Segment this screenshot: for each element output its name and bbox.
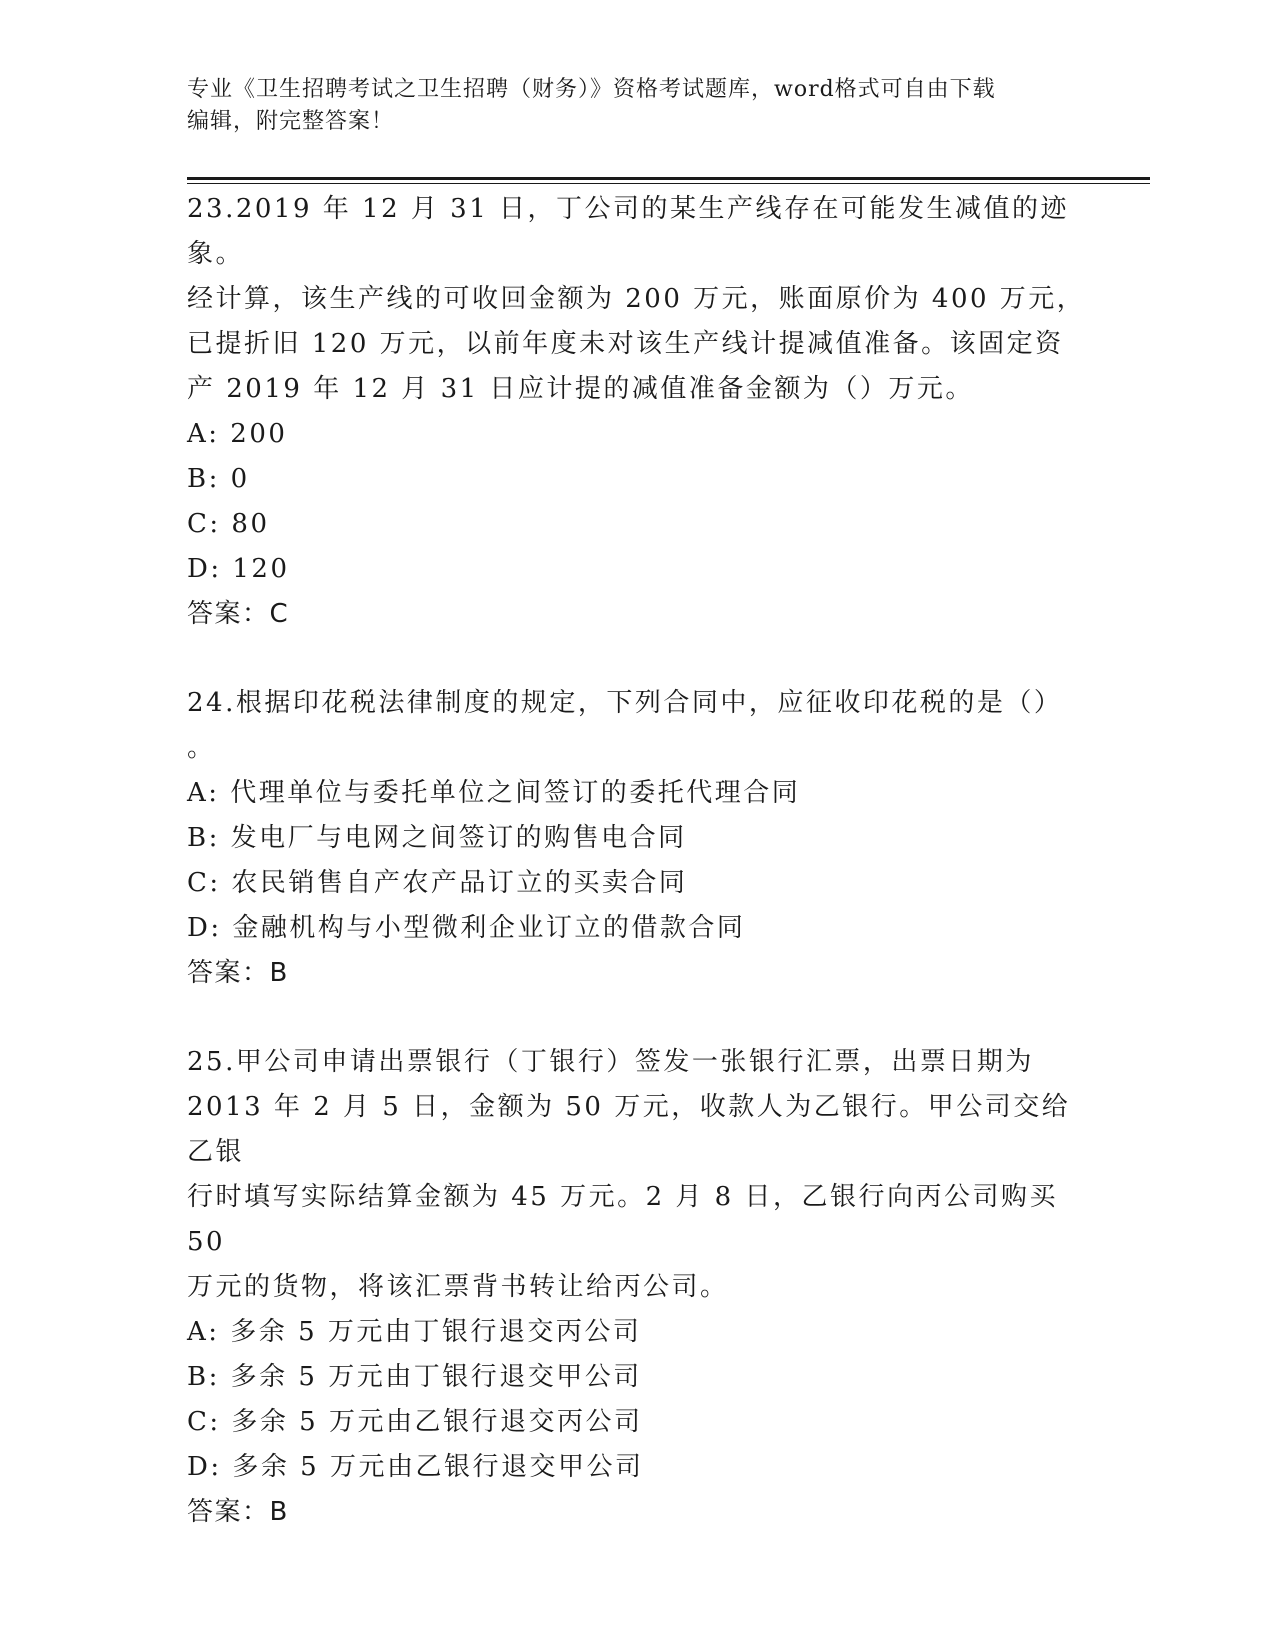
question-24-answer: 答案：B xyxy=(187,958,289,988)
question-25-option-c: C: 多余 5 万元由乙银行退交丙公司 xyxy=(187,1407,643,1437)
question-23-stem-line-4: 产 2019 年 12 月 31 日应计提的减值准备金额为（）万元。 xyxy=(187,374,974,404)
question-25 xyxy=(187,1040,1087,1535)
header-divider-thin xyxy=(187,183,1150,184)
question-25-stem-line-4: 万元的货物，将该汇票背书转让给丙公司。 xyxy=(187,1272,729,1302)
question-23-stem-line-3: 已提折旧 120 万元，以前年度未对该生产线计提减值准备。该固定资 xyxy=(187,329,1064,359)
document-header xyxy=(187,74,1067,138)
header-line-2: 编辑，附完整答案！ xyxy=(187,109,395,134)
question-24-option-a: A: 代理单位与委托单位之间签订的委托代理合同 xyxy=(187,778,801,808)
question-25-option-d: D: 多余 5 万元由乙银行退交甲公司 xyxy=(187,1452,644,1482)
question-25-stem-line-1: 25.甲公司申请出票银行（丁银行）签发一张银行汇票，出票日期为 xyxy=(187,1047,1034,1077)
question-23-option-a: A: 200 xyxy=(187,419,288,449)
question-25-option-b: B: 多余 5 万元由丁银行退交甲公司 xyxy=(187,1362,642,1392)
question-25-option-a: A: 多余 5 万元由丁银行退交丙公司 xyxy=(187,1317,642,1347)
question-23-option-c: C: 80 xyxy=(187,509,270,539)
question-24-stem-line-1: 24.根据印花税法律制度的规定，下列合同中，应征收印花税的是（） xyxy=(187,688,1063,718)
question-24-option-b: B: 发电厂与电网之间签订的购售电合同 xyxy=(187,823,687,853)
header-divider-thick xyxy=(187,177,1150,180)
question-24 xyxy=(187,681,1087,996)
question-23 xyxy=(187,187,1087,637)
question-23-answer: 答案：C xyxy=(187,599,290,629)
question-25-stem-line-2: 2013 年 2 月 5 日，金额为 50 万元，收款人为乙银行。甲公司交给乙银 xyxy=(187,1092,1071,1167)
question-23-stem-line-2: 经计算，该生产线的可收回金额为 200 万元，账面原价为 400 万元， xyxy=(187,284,1086,314)
question-24-stem-line-2: 。 xyxy=(187,733,216,763)
question-23-option-d: D: 120 xyxy=(187,554,290,584)
question-list xyxy=(187,187,1087,1579)
question-23-option-b: B: 0 xyxy=(187,464,250,494)
question-25-stem-line-3: 行时填写实际结算金额为 45 万元。2 月 8 日，乙银行向丙公司购买 50 xyxy=(187,1182,1069,1257)
question-23-stem-line-1: 23.2019 年 12 月 31 日，丁公司的某生产线存在可能发生减值的迹象。 xyxy=(187,194,1070,269)
question-24-option-c: C: 农民销售自产农产品订立的买卖合同 xyxy=(187,868,688,898)
header-line-1: 专业《卫生招聘考试之卫生招聘（财务）》资格考试题库，word格式可自由下载 xyxy=(187,77,996,102)
question-25-answer: 答案：B xyxy=(187,1497,289,1527)
question-24-option-d: D: 金融机构与小型微利企业订立的借款合同 xyxy=(187,913,746,943)
